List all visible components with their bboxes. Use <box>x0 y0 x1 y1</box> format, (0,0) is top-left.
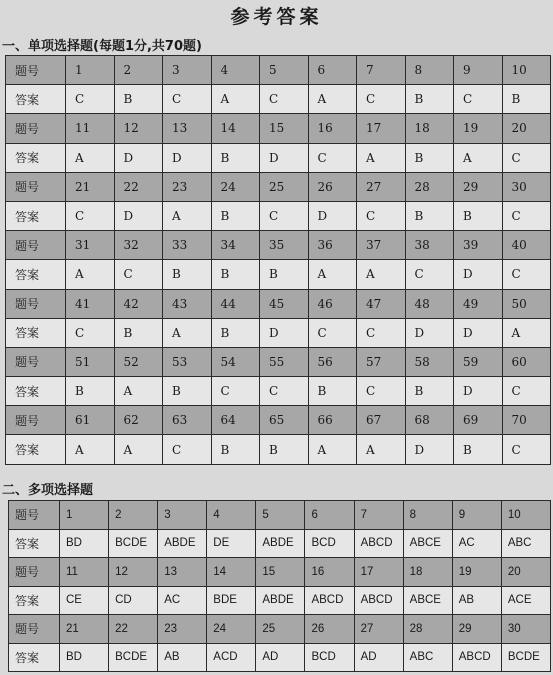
answer-label: 答案 <box>9 529 60 558</box>
answer-cell: A <box>114 435 163 464</box>
question-number-cell: 43 <box>163 289 212 318</box>
answer-cell: A <box>211 85 260 114</box>
answer-cell: B <box>454 201 503 230</box>
answer-cell: ABCE <box>403 529 452 558</box>
answer-cell: A <box>114 377 163 406</box>
question-number-row <box>6 56 551 85</box>
question-number-cell: 21 <box>66 172 115 201</box>
answer-cell: B <box>502 85 551 114</box>
question-number-cell: 21 <box>60 615 109 644</box>
answer-cell: AD <box>354 643 403 672</box>
question-number-cell: 22 <box>109 615 158 644</box>
question-number-cell: 54 <box>211 347 260 376</box>
answer-cell: B <box>405 201 454 230</box>
question-number-cell: 18 <box>405 114 454 143</box>
answer-cell: A <box>163 318 212 347</box>
answer-cell: B <box>405 143 454 172</box>
answer-cell: A <box>357 260 406 289</box>
answer-cell: C <box>357 85 406 114</box>
question-number-cell: 60 <box>502 347 551 376</box>
question-number-cell: 37 <box>357 231 406 260</box>
answer-row <box>6 318 551 347</box>
question-number-cell: 31 <box>66 231 115 260</box>
answer-cell: C <box>357 201 406 230</box>
question-number-row <box>6 406 551 435</box>
answer-label: 答案 <box>6 260 66 289</box>
answer-cell: C <box>405 260 454 289</box>
answer-cell: A <box>308 85 357 114</box>
question-number-cell: 5 <box>260 56 309 85</box>
question-number-cell: 14 <box>211 114 260 143</box>
question-number-row <box>6 114 551 143</box>
question-number-cell: 18 <box>403 558 452 587</box>
question-number-cell: 33 <box>163 231 212 260</box>
answer-cell: D <box>260 143 309 172</box>
question-number-cell: 50 <box>502 289 551 318</box>
question-number-cell: 10 <box>501 501 550 530</box>
question-number-cell: 68 <box>405 406 454 435</box>
answer-cell: BDE <box>207 586 256 615</box>
question-number-cell: 46 <box>308 289 357 318</box>
question-number-cell: 23 <box>163 172 212 201</box>
question-number-cell: 55 <box>260 347 309 376</box>
question-number-cell: 27 <box>354 615 403 644</box>
answer-row <box>9 643 551 672</box>
answer-cell: A <box>502 318 551 347</box>
question-number-cell: 30 <box>502 172 551 201</box>
question-number-cell: 39 <box>454 231 503 260</box>
answer-cell: ABCD <box>354 529 403 558</box>
answer-cell: C <box>211 377 260 406</box>
question-number-label: 题号 <box>9 615 60 644</box>
question-number-cell: 19 <box>452 558 501 587</box>
question-number-cell: 24 <box>207 615 256 644</box>
question-number-cell: 70 <box>502 406 551 435</box>
question-number-cell: 29 <box>454 172 503 201</box>
answer-cell: C <box>260 377 309 406</box>
answer-row <box>6 435 551 464</box>
question-number-cell: 13 <box>158 558 207 587</box>
question-number-row <box>6 231 551 260</box>
answer-cell: C <box>163 435 212 464</box>
answer-cell: A <box>66 260 115 289</box>
question-number-cell: 65 <box>260 406 309 435</box>
question-number-cell: 25 <box>256 615 305 644</box>
question-number-cell: 23 <box>158 615 207 644</box>
question-number-cell: 61 <box>66 406 115 435</box>
question-number-cell: 27 <box>357 172 406 201</box>
question-number-cell: 62 <box>114 406 163 435</box>
question-number-cell: 26 <box>305 615 354 644</box>
answer-cell: C <box>66 85 115 114</box>
answer-cell: C <box>260 201 309 230</box>
question-number-cell: 17 <box>357 114 406 143</box>
multiple-choice-answer-table <box>8 500 551 672</box>
answer-cell: B <box>114 85 163 114</box>
answer-cell: A <box>66 143 115 172</box>
answer-row <box>9 529 551 558</box>
answer-cell: D <box>454 318 503 347</box>
answer-cell: BD <box>60 529 109 558</box>
answer-cell: B <box>405 85 454 114</box>
answer-cell: B <box>308 377 357 406</box>
question-number-row <box>6 347 551 376</box>
answer-cell: D <box>405 435 454 464</box>
answer-cell: DE <box>207 529 256 558</box>
answer-cell: C <box>502 143 551 172</box>
answer-cell: ABCD <box>452 643 501 672</box>
answer-cell: BCD <box>305 529 354 558</box>
question-number-cell: 66 <box>308 406 357 435</box>
answer-cell: ABDE <box>256 529 305 558</box>
answer-cell: B <box>66 377 115 406</box>
question-number-cell: 20 <box>502 114 551 143</box>
answer-cell: B <box>454 435 503 464</box>
question-number-cell: 12 <box>109 558 158 587</box>
answer-label: 答案 <box>6 201 66 230</box>
answer-cell: D <box>454 260 503 289</box>
answer-cell: AC <box>452 529 501 558</box>
question-number-cell: 2 <box>114 56 163 85</box>
question-number-row <box>6 172 551 201</box>
answer-cell: B <box>211 435 260 464</box>
answer-cell: ACE <box>501 586 550 615</box>
answer-row <box>6 377 551 406</box>
question-number-cell: 16 <box>308 114 357 143</box>
question-number-cell: 17 <box>354 558 403 587</box>
question-number-cell: 15 <box>260 114 309 143</box>
answer-cell: C <box>260 85 309 114</box>
question-number-label: 题号 <box>6 172 66 201</box>
question-number-row <box>9 501 551 530</box>
section-heading-multiple-choice: 二、多项选择题 <box>2 483 94 498</box>
answer-cell: AD <box>256 643 305 672</box>
question-number-cell: 5 <box>256 501 305 530</box>
question-number-cell: 29 <box>452 615 501 644</box>
question-number-cell: 47 <box>357 289 406 318</box>
question-number-cell: 34 <box>211 231 260 260</box>
question-number-cell: 10 <box>502 56 551 85</box>
answer-cell: B <box>163 260 212 289</box>
question-number-cell: 59 <box>454 347 503 376</box>
question-number-cell: 44 <box>211 289 260 318</box>
question-number-cell: 58 <box>405 347 454 376</box>
answer-cell: A <box>66 435 115 464</box>
answer-cell: B <box>260 260 309 289</box>
answer-cell: C <box>66 201 115 230</box>
question-number-cell: 45 <box>260 289 309 318</box>
answer-label: 答案 <box>9 586 60 615</box>
answer-label: 答案 <box>9 643 60 672</box>
answer-row <box>6 260 551 289</box>
question-number-cell: 56 <box>308 347 357 376</box>
answer-cell: D <box>308 201 357 230</box>
question-number-cell: 30 <box>501 615 550 644</box>
question-number-cell: 49 <box>454 289 503 318</box>
question-number-label: 题号 <box>6 289 66 318</box>
answer-cell: ABCD <box>354 586 403 615</box>
answer-cell: A <box>308 260 357 289</box>
answer-cell: C <box>502 201 551 230</box>
answer-cell: AB <box>452 586 501 615</box>
question-number-cell: 7 <box>357 56 406 85</box>
question-number-label: 题号 <box>9 558 60 587</box>
question-number-cell: 6 <box>305 501 354 530</box>
answer-cell: A <box>357 143 406 172</box>
answer-cell: A <box>357 435 406 464</box>
question-number-cell: 63 <box>163 406 212 435</box>
answer-row <box>6 201 551 230</box>
question-number-cell: 28 <box>403 615 452 644</box>
question-number-cell: 9 <box>454 56 503 85</box>
answer-label: 答案 <box>6 318 66 347</box>
question-number-label: 题号 <box>9 501 60 530</box>
answer-cell: ABC <box>403 643 452 672</box>
answer-cell: B <box>405 377 454 406</box>
answer-cell: C <box>357 318 406 347</box>
question-number-cell: 51 <box>66 347 115 376</box>
answer-row <box>6 143 551 172</box>
answer-cell: C <box>308 318 357 347</box>
question-number-cell: 19 <box>454 114 503 143</box>
question-number-cell: 13 <box>163 114 212 143</box>
answer-cell: D <box>260 318 309 347</box>
question-number-cell: 4 <box>207 501 256 530</box>
answer-cell: A <box>163 201 212 230</box>
answer-label: 答案 <box>6 143 66 172</box>
question-number-cell: 4 <box>211 56 260 85</box>
answer-cell: ACD <box>207 643 256 672</box>
answer-cell: BCD <box>305 643 354 672</box>
question-number-cell: 40 <box>502 231 551 260</box>
answer-cell: C <box>502 435 551 464</box>
answer-cell: B <box>211 201 260 230</box>
answer-cell: B <box>260 435 309 464</box>
answer-cell: BCDE <box>501 643 550 672</box>
answer-cell: D <box>405 318 454 347</box>
question-number-cell: 22 <box>114 172 163 201</box>
answer-cell: C <box>454 85 503 114</box>
question-number-cell: 1 <box>60 501 109 530</box>
question-number-cell: 12 <box>114 114 163 143</box>
question-number-row <box>6 289 551 318</box>
answer-cell: CD <box>109 586 158 615</box>
answer-cell: D <box>114 143 163 172</box>
question-number-cell: 3 <box>163 56 212 85</box>
single-choice-answer-table <box>5 55 551 465</box>
question-number-cell: 20 <box>501 558 550 587</box>
answer-cell: C <box>357 377 406 406</box>
answer-cell: B <box>163 377 212 406</box>
answer-cell: ABC <box>501 529 550 558</box>
answer-cell: BCDE <box>109 643 158 672</box>
question-number-cell: 38 <box>405 231 454 260</box>
answer-cell: B <box>114 318 163 347</box>
answer-label: 答案 <box>6 435 66 464</box>
answer-cell: C <box>114 260 163 289</box>
question-number-cell: 32 <box>114 231 163 260</box>
question-number-cell: 36 <box>308 231 357 260</box>
answer-cell: AC <box>158 586 207 615</box>
answer-cell: C <box>502 377 551 406</box>
answer-cell: A <box>454 143 503 172</box>
answer-cell: C <box>502 260 551 289</box>
answer-cell: ABCE <box>403 586 452 615</box>
answer-cell: B <box>211 143 260 172</box>
question-number-cell: 69 <box>454 406 503 435</box>
question-number-cell: 28 <box>405 172 454 201</box>
question-number-row <box>9 558 551 587</box>
page-title: 参考答案 <box>230 6 323 28</box>
question-number-label: 题号 <box>6 231 66 260</box>
answer-cell: AB <box>158 643 207 672</box>
answer-label: 答案 <box>6 377 66 406</box>
answer-cell: C <box>308 143 357 172</box>
answer-cell: BD <box>60 643 109 672</box>
answer-cell: ABCD <box>305 586 354 615</box>
question-number-cell: 14 <box>207 558 256 587</box>
question-number-cell: 35 <box>260 231 309 260</box>
answer-cell: CE <box>60 586 109 615</box>
answer-label: 答案 <box>6 85 66 114</box>
question-number-cell: 24 <box>211 172 260 201</box>
question-number-cell: 52 <box>114 347 163 376</box>
question-number-cell: 64 <box>211 406 260 435</box>
question-number-cell: 2 <box>109 501 158 530</box>
question-number-cell: 9 <box>452 501 501 530</box>
question-number-label: 题号 <box>6 347 66 376</box>
question-number-cell: 25 <box>260 172 309 201</box>
question-number-cell: 6 <box>308 56 357 85</box>
question-number-cell: 11 <box>60 558 109 587</box>
answer-cell: D <box>114 201 163 230</box>
answer-cell: C <box>66 318 115 347</box>
question-number-cell: 48 <box>405 289 454 318</box>
answer-cell: D <box>163 143 212 172</box>
answer-cell: D <box>454 377 503 406</box>
question-number-cell: 7 <box>354 501 403 530</box>
question-number-label: 题号 <box>6 114 66 143</box>
question-number-cell: 3 <box>158 501 207 530</box>
answer-row <box>6 85 551 114</box>
question-number-cell: 15 <box>256 558 305 587</box>
answer-cell: ABDE <box>158 529 207 558</box>
question-number-label: 题号 <box>6 56 66 85</box>
answer-cell: B <box>211 318 260 347</box>
question-number-label: 题号 <box>6 406 66 435</box>
question-number-cell: 67 <box>357 406 406 435</box>
question-number-cell: 8 <box>403 501 452 530</box>
question-number-cell: 57 <box>357 347 406 376</box>
question-number-cell: 16 <box>305 558 354 587</box>
answer-cell: A <box>308 435 357 464</box>
question-number-cell: 11 <box>66 114 115 143</box>
answer-cell: ABDE <box>256 586 305 615</box>
question-number-cell: 26 <box>308 172 357 201</box>
question-number-cell: 53 <box>163 347 212 376</box>
question-number-cell: 8 <box>405 56 454 85</box>
question-number-cell: 42 <box>114 289 163 318</box>
answer-cell: B <box>211 260 260 289</box>
answer-row <box>9 586 551 615</box>
answer-cell: BCDE <box>109 529 158 558</box>
question-number-row <box>9 615 551 644</box>
section-heading-single-choice: 一、单项选择题(每题1分,共70题) <box>2 39 202 54</box>
question-number-cell: 1 <box>66 56 115 85</box>
question-number-cell: 41 <box>66 289 115 318</box>
answer-cell: C <box>163 85 212 114</box>
